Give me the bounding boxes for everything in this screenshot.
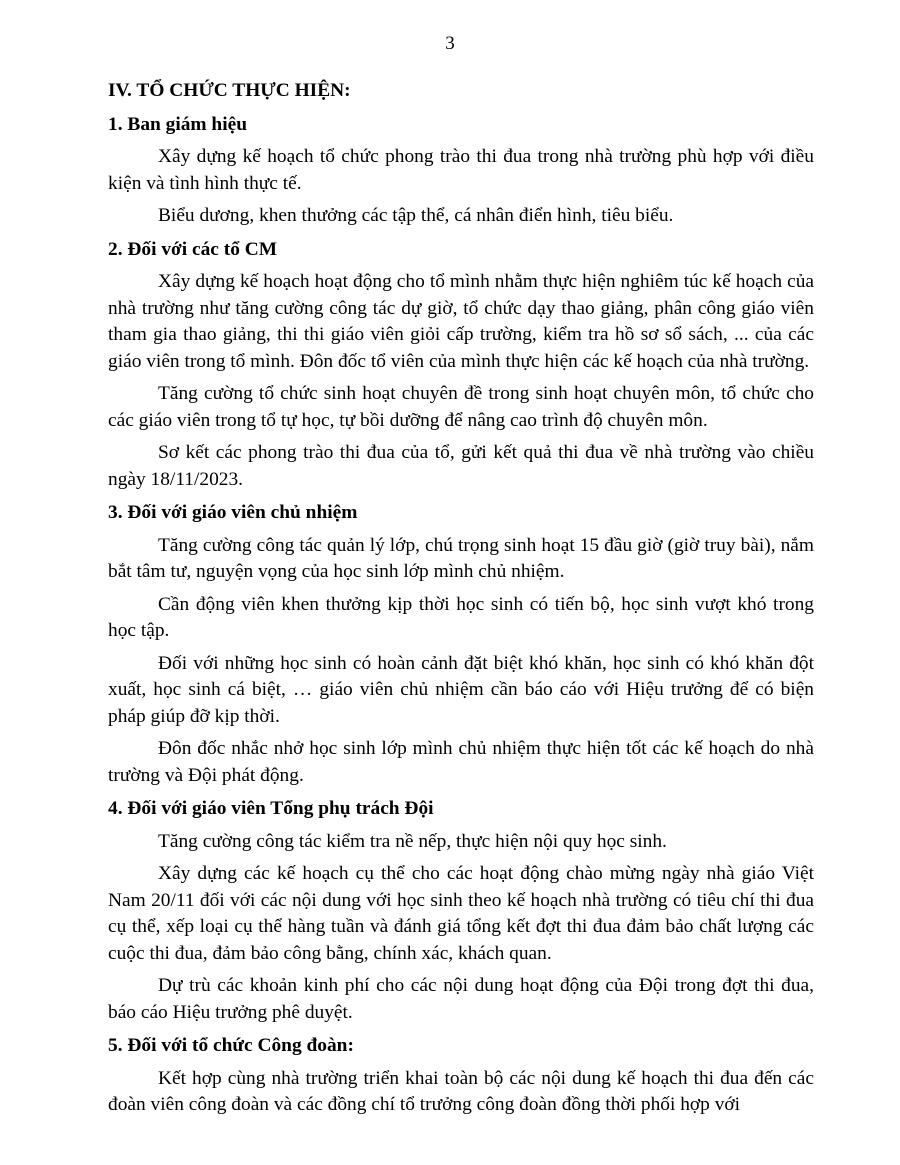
document-body <box>108 78 814 1125</box>
paragraph: Tăng cường tổ chức sinh hoạt chuyên đề trong sinh hoạt chuyên môn, tổ chức cho các giáo viên trong tổ tự học, tự bồi dưỡng để nâng cao trình độ chuyên môn. <box>108 383 814 431</box>
paragraph: Kết hợp cùng nhà trường triển khai toàn bộ các nội dung kế hoạch thi đua đến các đoàn viên công đoàn và các đồng chí tổ trưởng công đoàn đồng thời phối hợp với <box>108 1067 814 1115</box>
heading-ban-giam-hieu: 1. Ban giám hiệu <box>108 113 247 135</box>
paragraph: Xây dựng kế hoạch hoạt động cho tổ mình nhằm thực hiện nghiêm túc kế hoạch của nhà trường như tăng cường công tác dự giờ, tổ chức dạy thao giảng, phân công giáo viên tham gia thao giảng, thi thi giáo viên giỏi cấp trường, kiểm tra hồ sơ sổ sách, ... của các giáo viên trong tổ mình. Đôn đốc tổ viên của mình thực hiện các kế hoạch của nhà trường. <box>108 271 814 372</box>
heading-giao-vien-chu-nhiem: 3. Đối với giáo viên chủ nhiệm <box>108 502 358 523</box>
heading-tong-phu-trach-doi: 4. Đối với giáo viên Tổng phụ trách Đội <box>108 798 434 819</box>
paragraph: Tăng cường công tác kiểm tra nề nếp, thực hiện nội quy học sinh. <box>158 830 667 852</box>
section-title: IV. TỔ CHỨC THỰC HIỆN: <box>108 80 351 101</box>
paragraph: Xây dựng kế hoạch tổ chức phong trào thi đua trong nhà trường phù hợp với điều kiện và tình hình thực tế. <box>108 146 814 194</box>
paragraph: Cần động viên khen thưởng kịp thời học sinh có tiến bộ, học sinh vượt khó trong học tập. <box>108 593 814 641</box>
paragraph: Xây dựng các kế hoạch cụ thể cho các hoạt động chào mừng ngày nhà giáo Việt Nam 20/11 đối với các nội dung với học sinh theo kế hoạch nhà trường có tiêu chí thi đua cụ thể, xếp loại cụ thể hàng tuần và đánh giá tổng kết đợt thi đua đảm bảo chất lượng các cuộc thi đua, đảm bảo công bằng, chính xác, khách quan. <box>108 863 814 964</box>
paragraph: Sơ kết các phong trào thi đua của tổ, gửi kết quả thi đua về nhà trường vào chiều ngày 18/11/2023. <box>108 442 814 490</box>
heading-to-chuyen-mon: 2. Đối với các tổ CM <box>108 238 278 260</box>
paragraph: Dự trù các khoản kinh phí cho các nội dung hoạt động của Đội trong đợt thi đua, báo cáo Hiệu trưởng phê duyệt. <box>108 975 814 1023</box>
paragraph: Đối với những học sinh có hoàn cảnh đặt biệt khó khăn, học sinh có khó khăn đột xuất, học sinh cá biệt, … giáo viên chủ nhiệm cần báo cáo với Hiệu trưởng để có biện pháp giúp đỡ kịp thời. <box>108 652 814 727</box>
paragraph: Đôn đốc nhắc nhở học sinh lớp mình chủ nhiệm thực hiện tốt các kế hoạch do nhà trường và Đội phát động. <box>108 738 814 786</box>
page-number: 3 <box>445 33 455 54</box>
paragraph: Biểu dương, khen thưởng các tập thể, cá nhân điển hình, tiêu biểu. <box>158 205 674 226</box>
heading-cong-doan: 5. Đối với tổ chức Công đoàn: <box>108 1035 354 1056</box>
paragraph: Tăng cường công tác quản lý lớp, chú trọng sinh hoạt 15 đầu giờ (giờ truy bài), nắm bắt tâm tư, nguyện vọng của học sinh lớp mình chủ nhiệm. <box>108 534 814 582</box>
